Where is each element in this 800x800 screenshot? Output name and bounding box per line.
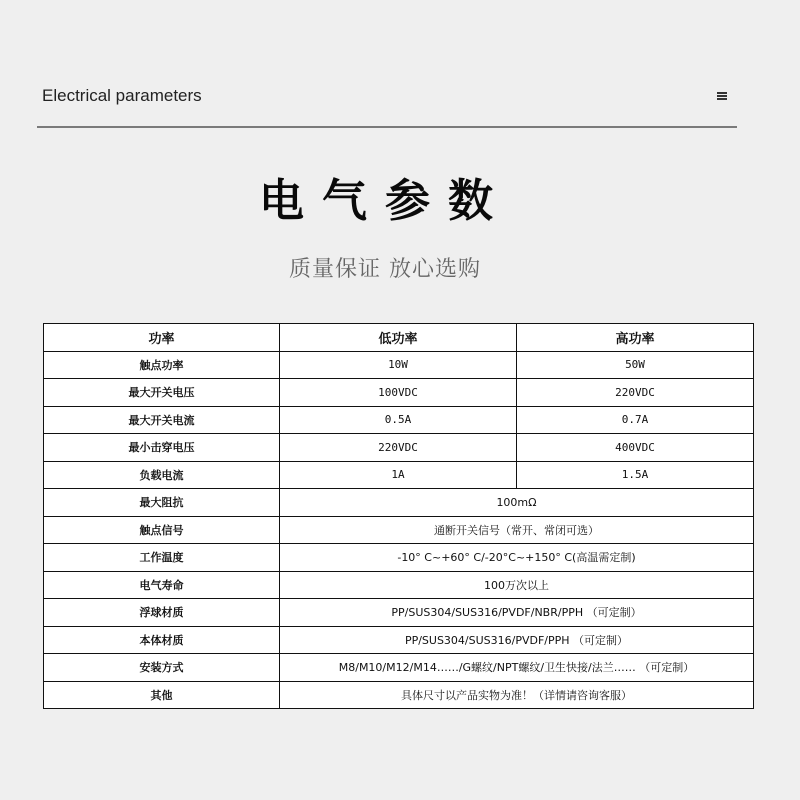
row-label: 工作温度	[44, 544, 280, 572]
high-value: 400VDC	[517, 434, 754, 462]
low-value: 220VDC	[280, 434, 517, 462]
row-label: 最小击穿电压	[44, 434, 280, 462]
row-label: 最大阻抗	[44, 489, 280, 517]
high-value: 50W	[517, 351, 754, 379]
merged-value: -10° C~+60° C/-20°C~+150° C(高温需定制)	[280, 544, 754, 572]
merged-value: PP/SUS304/SUS316/PVDF/NBR/PPH （可定制）	[280, 599, 754, 627]
table-row	[44, 571, 754, 599]
merged-value: 具体尺寸以产品实物为准！（详情请咨询客服）	[280, 681, 754, 709]
high-value: 1.5A	[517, 461, 754, 489]
merged-value: PP/SUS304/SUS316/PVDF/PPH （可定制）	[280, 626, 754, 654]
header-low-power: 低功率	[280, 324, 517, 352]
high-value: 0.7A	[517, 406, 754, 434]
row-label: 电气寿命	[44, 571, 280, 599]
high-value: 220VDC	[517, 379, 754, 407]
low-value: 10W	[280, 351, 517, 379]
table-row	[44, 544, 754, 572]
page-subtitle: 质量保证 放心选购	[289, 257, 481, 282]
row-label: 触点功率	[44, 351, 280, 379]
merged-value: 通断开关信号（常开、常闭可选）	[280, 516, 754, 544]
row-label: 触点信号	[44, 516, 280, 544]
parameters-table	[43, 323, 754, 709]
table-row	[44, 516, 754, 544]
row-label: 最大开关电压	[44, 379, 280, 407]
hamburger-menu-icon[interactable]	[717, 92, 727, 99]
row-label: 最大开关电流	[44, 406, 280, 434]
page-title: 电气参数	[258, 174, 511, 227]
low-value: 0.5A	[280, 406, 517, 434]
table-row	[44, 351, 754, 379]
row-label: 负载电流	[44, 461, 280, 489]
table-row	[44, 489, 754, 517]
table-row	[44, 406, 754, 434]
merged-value: 100mΩ	[280, 489, 754, 517]
header-high-power: 高功率	[517, 324, 754, 352]
header-title: Electrical parameters	[42, 86, 202, 105]
row-label: 其他	[44, 681, 280, 709]
header-power: 功率	[44, 324, 280, 352]
table-row	[44, 681, 754, 709]
row-label: 浮球材质	[44, 599, 280, 627]
table-row	[44, 654, 754, 682]
table-row	[44, 626, 754, 654]
table-header-row	[44, 324, 754, 352]
table-row	[44, 434, 754, 462]
table-row	[44, 599, 754, 627]
low-value: 100VDC	[280, 379, 517, 407]
row-label: 本体材质	[44, 626, 280, 654]
section-header	[37, 84, 737, 128]
table-row	[44, 379, 754, 407]
row-label: 安装方式	[44, 654, 280, 682]
merged-value: 100万次以上	[280, 571, 754, 599]
merged-value: M8/M10/M12/M14……/G螺纹/NPT螺纹/卫生快接/法兰…… （可定制）	[280, 654, 754, 682]
table-row	[44, 461, 754, 489]
low-value: 1A	[280, 461, 517, 489]
